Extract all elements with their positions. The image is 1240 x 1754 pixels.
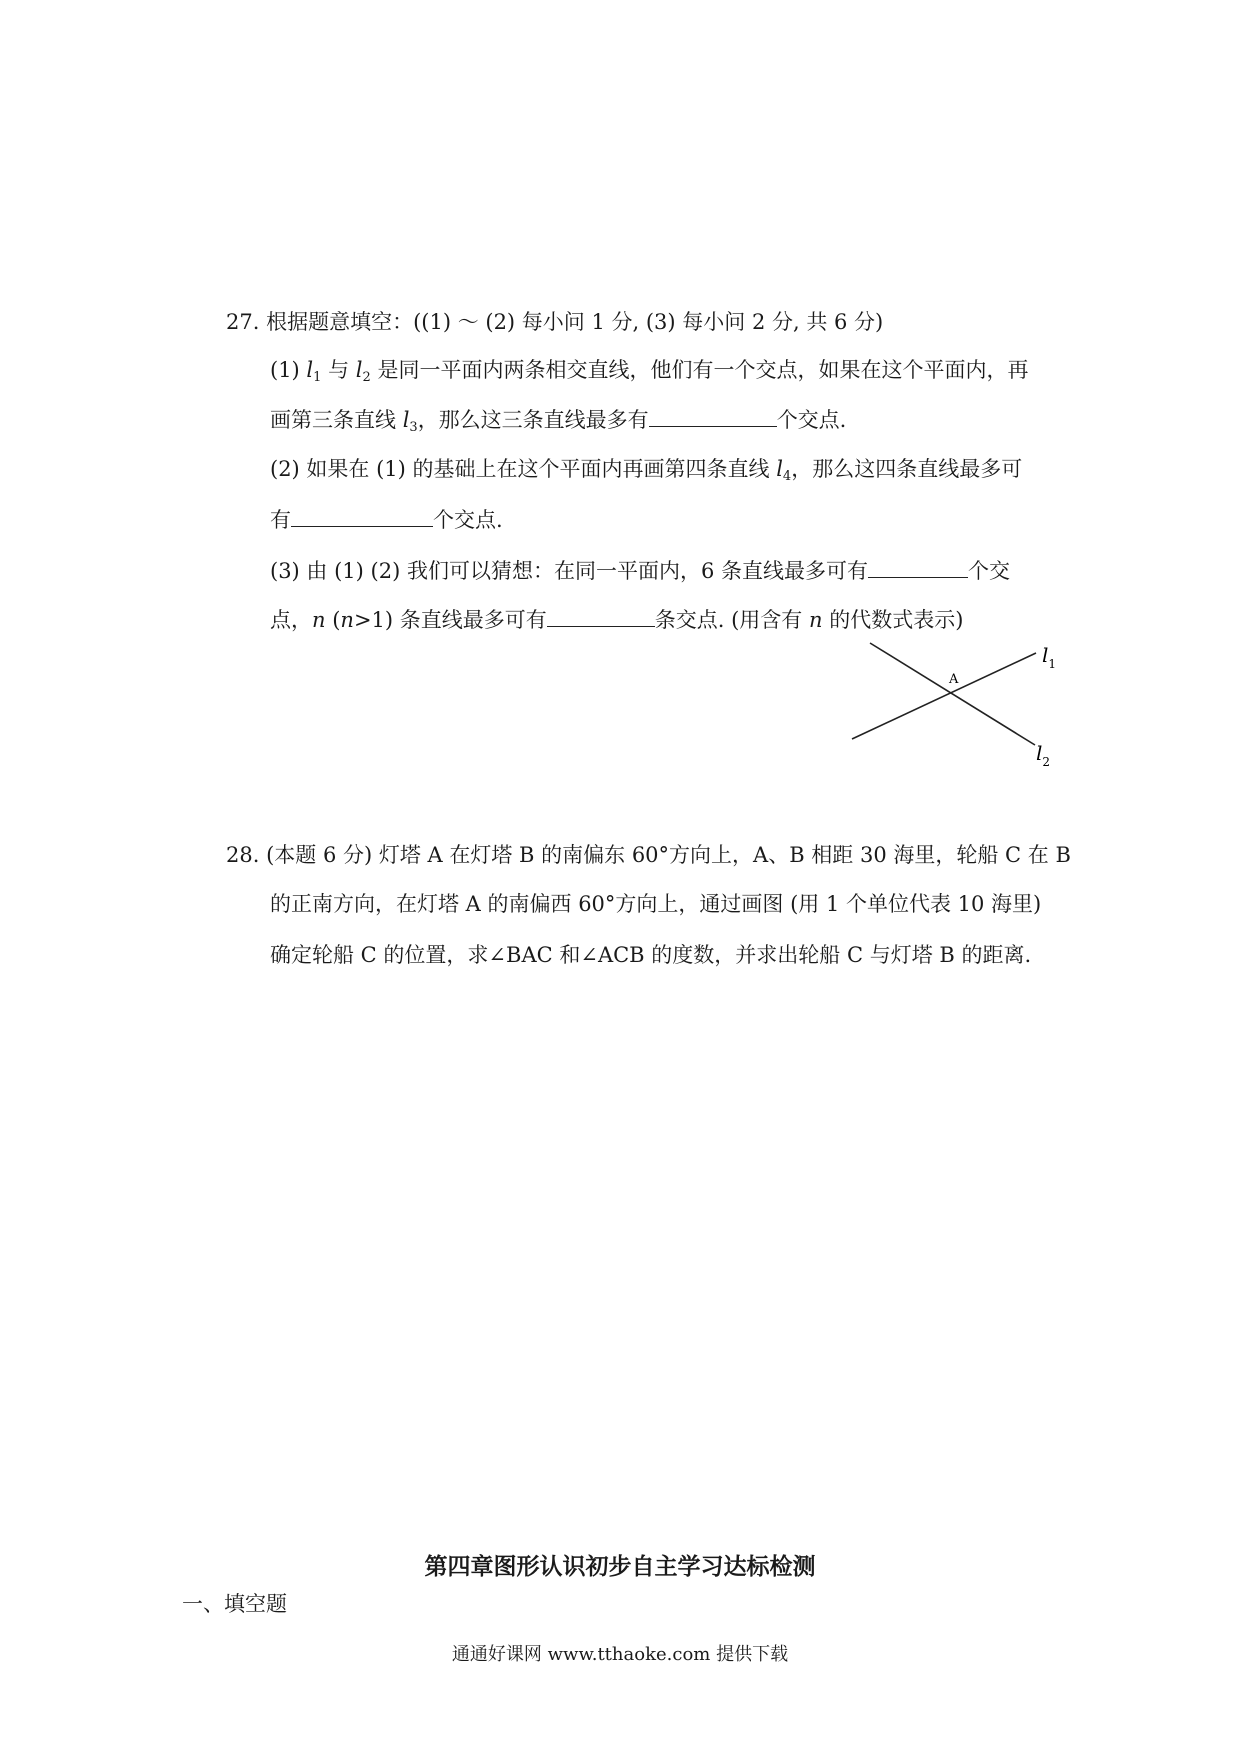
q28-line-3: 确定轮船 C 的位置，求∠BAC 和∠ACB 的度数，并求出轮船 C 与灯塔 B 的距离. xyxy=(270,943,1032,967)
q27-p1-a-mid: 与 xyxy=(321,358,356,382)
l2-letter: l xyxy=(355,358,363,382)
n-letter-2: n xyxy=(340,608,354,632)
section-heading: 一、填空题 xyxy=(182,1592,287,1616)
q27-p3-b-end: 的代数式表示) xyxy=(822,608,964,632)
q27-p1-b-pre: 画第三条直线 xyxy=(270,408,403,432)
q27-p3-b-pre: 点， xyxy=(270,608,312,632)
line-l1 xyxy=(852,653,1036,739)
l3-sub: 3 xyxy=(409,420,418,435)
q28-line-2: 的正南方向，在灯塔 A 的南偏西 60°方向上，通过画图 (用 1 个单位代表 10 海里) xyxy=(270,892,1042,916)
q27-p1-a-pre: (1) xyxy=(270,358,307,382)
point-a-label: A xyxy=(949,672,959,687)
q27-number: 27. xyxy=(226,310,260,334)
l4-letter: l xyxy=(776,457,783,481)
q27-p3-b-cond: >1) 条直线最多可有 xyxy=(353,608,547,632)
q27-p1-a-post: 是同一平面内两条相交直线，他们有一个交点，如果在这个平面内，再 xyxy=(370,358,1029,382)
q27-p3-b-mid: 条交点. (用含有 xyxy=(654,608,809,632)
q27-p2-a-post: ，那么这四条直线最多可 xyxy=(791,457,1023,481)
q27-p3-a-pre: (3) 由 (1) (2) 我们可以猜想：在同一平面内，6 条直线最多可有 xyxy=(270,559,868,583)
label-l1: $l_1$ xyxy=(1042,643,1057,671)
q27-p2-b-end: 个交点. xyxy=(433,508,503,532)
n-letter: n xyxy=(312,608,326,632)
line-l2 xyxy=(870,643,1035,745)
q28-line-1: 28. (本题 6 分) 灯塔 A 在灯塔 B 的南偏东 60°方向上，A、B 相距 30 海里，轮船 C 在 B xyxy=(226,843,1071,867)
q27-p3-a-end: 个交 xyxy=(967,559,1010,583)
q27-intro-text: 根据题意填空：((1) ～ (2) 每小问 1 分, (3) 每小问 2 分, 共 6 分) xyxy=(266,310,884,334)
footer-download-note: 通通好课网 www.tthaoke.com 提供下载 xyxy=(451,1644,789,1665)
l2-sub: 2 xyxy=(362,370,371,385)
l4-sub: 4 xyxy=(782,469,792,484)
chapter-title: 第四章图形认识初步自主学习达标检测 xyxy=(424,1554,816,1580)
label-l2: $l_2$ xyxy=(1036,741,1051,769)
q27-p1-b-end: 个交点. xyxy=(776,408,847,432)
q27-p3-b-paren-open: ( xyxy=(325,608,341,632)
l1-sub: 1 xyxy=(313,370,322,385)
n-letter-3: n xyxy=(808,608,823,632)
l1-letter: l xyxy=(306,358,314,382)
intersecting-lines-figure xyxy=(0,0,1240,800)
q27-p2-a-pre: (2) 如果在 (1) 的基础上在这个平面内再画第四条直线 xyxy=(270,457,777,481)
l3-letter: l xyxy=(402,408,410,432)
q27-p2-b-pre: 有 xyxy=(270,508,291,532)
q27-p1-b-post: ，那么这三条直线最多有 xyxy=(417,408,649,432)
